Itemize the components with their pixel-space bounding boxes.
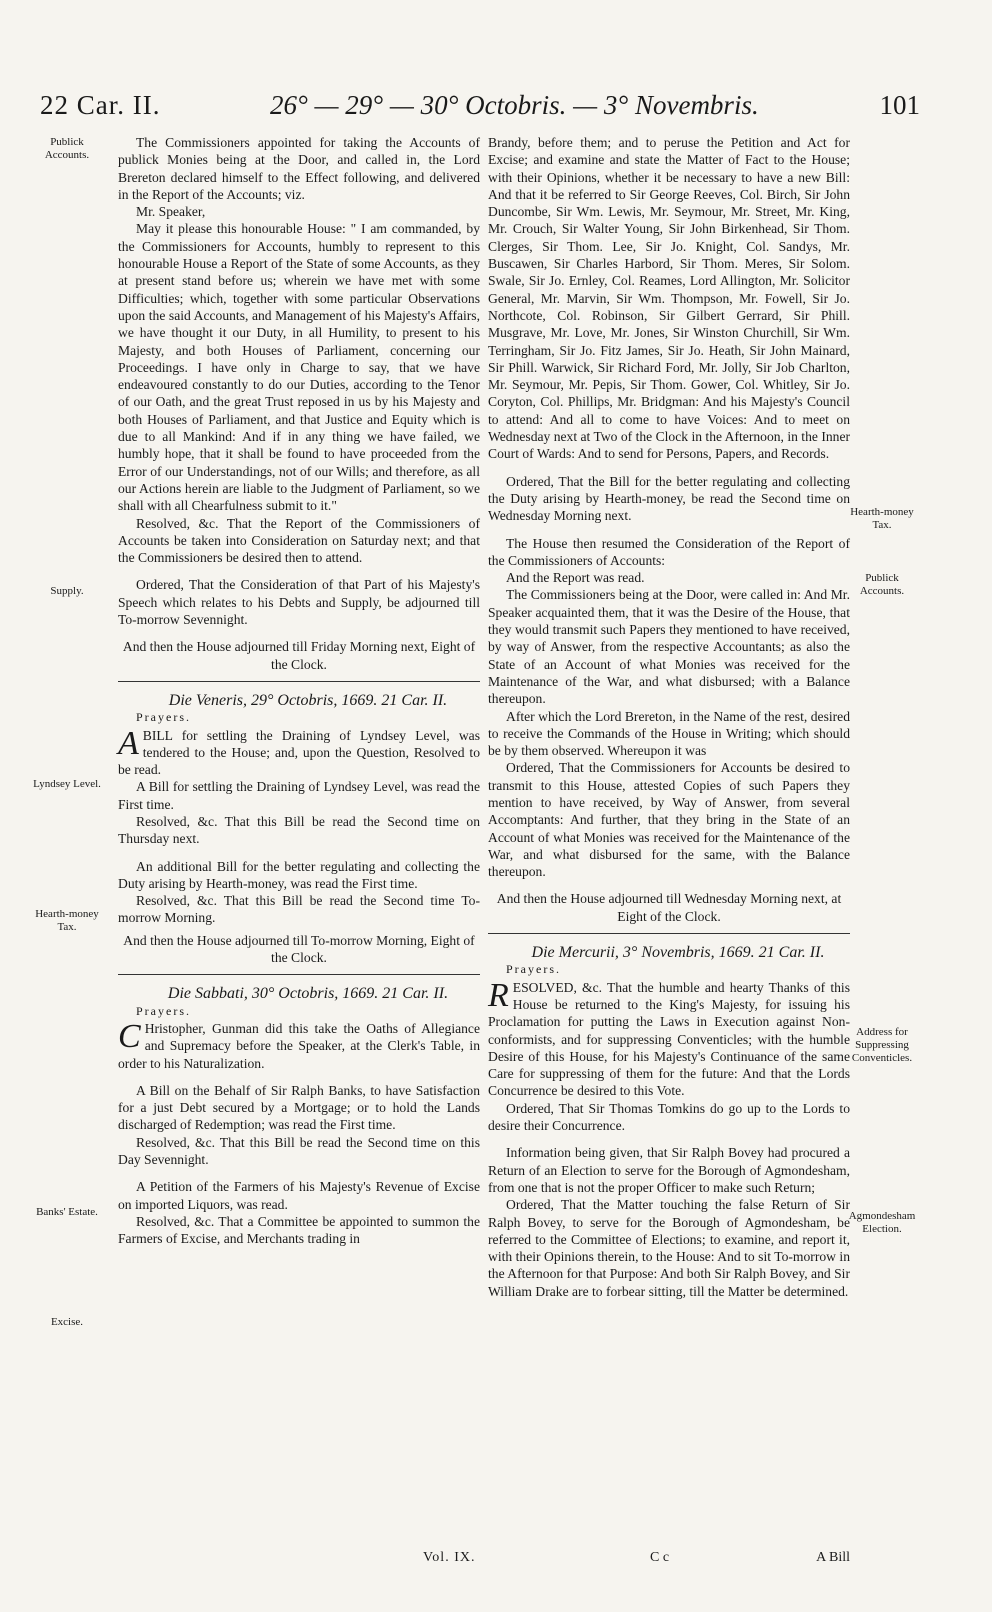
day-title: Die Sabbati, 30° Octobris, 1669. 21 Car. II. xyxy=(167,985,449,1003)
prayers-heading: Prayers. xyxy=(506,962,561,977)
drop-cap: R xyxy=(488,976,509,1014)
paragraph: A Petition of the Farmers of his Majesty's Revenue of Excise on imported Liquors, was read. xyxy=(118,1179,480,1212)
paragraph: Resolved, &c. That this Bill be read the Second time on this Day Sevennight. xyxy=(118,1134,480,1168)
margin-note: Supply. xyxy=(50,585,84,597)
paragraph: The Commissioners appointed for taking the Accounts of publick Monies being at the Door, and called in, the Lord Brereton declared himself to the Effect following, and delivered in the Report of the Accounts; viz. xyxy=(118,135,480,202)
section-rule xyxy=(118,974,480,975)
day-title: Die Veneris, 29° Octobris, 1669. 21 Car. II. xyxy=(168,691,448,709)
margin-note: Agmondesham Election. xyxy=(848,1210,916,1235)
day-title: Die Mercurii, 3° Novembris, 1669. 21 Car. II. xyxy=(531,944,825,962)
margin-note: Hearth-money Tax. xyxy=(850,506,914,531)
paragraph: The Commissioners being at the Door, were called in: And Mr. Speaker acquainted them, that it was the Desire of the House, that they would transmit such Papers they mentioned to have received, by way of Answer, from the respective Accountants; as also the State of an Account of what Monies was received for the Maintenance of the War, and what disbursed; with a Balance thereupon. xyxy=(488,587,850,707)
paragraph: Resolved, &c. That this Bill be read the Second time on Thursday next. xyxy=(118,813,480,847)
page-number: 101 xyxy=(879,90,920,120)
paragraph: Information being given, that Sir Ralph Bovey had procured a Return of an Election to serve for the Borough of Agmondesham, from one that is not the proper Officer to make such Return; xyxy=(488,1145,850,1195)
margin-note: Address for Suppressing Conventicles. xyxy=(851,1026,913,1064)
paragraph: Resolved, &c. That this Bill be read the Second time To-morrow Morning. xyxy=(118,893,480,926)
prayers-heading: Prayers. xyxy=(136,1003,191,1018)
adjournment: And then the House adjourned till Wednesday Morning next, at Eight of the Clock. xyxy=(496,891,842,924)
drop-cap: C xyxy=(118,1017,141,1055)
paragraph: After which the Lord Brereton, in the Name of the rest, desired to receive the Commands of the House in Writing; which should be by them observed. Whereupon it was xyxy=(488,708,850,759)
volume-label: Vol. IX. xyxy=(423,1550,476,1565)
section-rule xyxy=(488,933,850,934)
header-dates: 26° — 29° — 30° Octobris. — 3° Novembris. xyxy=(270,90,759,120)
paragraph: Resolved, &c. That a Committee be appointed to summon the Farmers of Excise, and Merchants trading in xyxy=(118,1213,480,1247)
margin-note: Publick Accounts. xyxy=(44,136,90,161)
margin-note: Excise. xyxy=(50,1316,84,1328)
paragraph: ABILL for settling the Draining of Lyndsey Level, was tendered to the House; and, upon the Question, Resolved to be read. xyxy=(118,724,480,778)
paragraph: Mr. Speaker, xyxy=(136,204,206,220)
adjournment: And then the House adjourned till To-morrow Morning, Eight of the Clock. xyxy=(123,932,475,966)
paragraph: Ordered, That the Commissioners for Accounts be desired to transmit to this House, attested Copies of such Papers they mention to have received, by Way of Answer, from several Accomptants: And further, that they bring in the State of an Account of what Monies was received for the Maintenance of the War, and what disbursed for the same, with the Balance thereupon. xyxy=(488,760,850,880)
paragraph: And the Report was read. xyxy=(506,570,645,586)
paragraph: Brandy, before them; and to peruse the Petition and Act for Excise; and examine and state the Matter of Fact to the House; with their Opinions, whether it be necessary to have a new Bill: And that it be referred to Sir George Reeves, Col. Birch, Sir John Duncombe, Sir Wm. Lewis, Mr. Seymour, Mr. Street, Mr. King, Mr. Crouch, Sir Walter Young, Sir John Birkenhead, Sir Thom. Clerges, Sir Thom. Lee, Sir Jo. Knight, Col. Sandys, Mr. Buscawen, Sir Charles Harbord, Sir Thom. Meres, Sir Solom. Swale, Sir Jo. Ernley, Col. Reames, Lord Allington, Mr. Solicitor General, Mr. Marvin, Sir Wm. Thompson, Mr. Fowell, Sir Jo. Northcote, Col. Robinson, Sir Gilbert Gerrard, Sir Phill. Musgrave, Mr. Love, Mr. Jones, Sir Winston Churchill, Sir Wm. Terringham, Sir Jo. Fitz James, Sir Jo. Heath, Sir John Mainard, Sir Phill. Warwick, Sir Richard Ford, Mr. Jolly, Sir Job Charlton, Mr. Seymour, Mr. Pepis, Sir Thom. Gower, Col. Whitley, Sir Jo. Coryton, Col. Phillips, Mr. Bridgman: And his Majesty's Council to attend: And all to come to have Voices: And to meet on Wednesday next at Two of the Clock in the Afternoon, in the Inner Court of Wards: And to send for Persons, Papers, and Records. xyxy=(488,135,850,462)
margin-note: Banks' Estate. xyxy=(36,1206,98,1218)
margin-note: Hearth-money Tax. xyxy=(35,908,99,933)
paragraph: The House then resumed the Consideration of the Report of the Commissioners of Accounts: xyxy=(488,535,850,568)
paragraph: Ordered, That Sir Thomas Tomkins do go up to the Lords to desire their Concurrence. xyxy=(488,1100,850,1134)
margin-note: Publick Accounts. xyxy=(859,572,905,597)
paragraph: Ordered, That the Consideration of that Part of his Majesty's Speech which relates to his Debts and Supply, be adjourned till To-morrow Sevennight. xyxy=(118,577,480,628)
margin-note: Lyndsey Level. xyxy=(33,778,101,790)
running-header xyxy=(40,90,920,124)
signature-mark: C c xyxy=(650,1550,670,1565)
paragraph: C Hristopher, Gunman did this take the Oaths of Allegiance and Supremacy before the Speaker, at the Clerk's Table, in order to his Naturalization. xyxy=(118,1017,480,1071)
adjournment: And then the House adjourned till Friday Morning next, Eight of the Clock. xyxy=(122,639,476,672)
section-rule xyxy=(118,681,480,682)
paragraph: Ordered, That the Matter touching the false Return of Sir Ralph Bovey, to serve for the Borough of Agmondesham, be referred to the Committee of Elections; to examine, and report it, with their Opinions therein, to the House: And to sit To-morrow in the Afternoon for that Purpose: And both Sir Ralph Bovey, and Sir William Drake are to forbear sitting, till the Matter be determined. xyxy=(488,1197,850,1299)
drop-cap: A xyxy=(118,724,139,762)
catchword: A Bill xyxy=(816,1550,850,1565)
prayers-heading: Prayers. xyxy=(136,710,191,725)
paragraph: RESOLVED, &c. That the humble and hearty Thanks of this House be returned to the King's Majesty, for issuing his Proclamation for putting the Laws in Execution against Non-conformists, and for suppressing Conventicles; with the humble Desire of this House, for his Majesty's Continuance of the same Care for suppressing of them for the future: And that the Lords Concurrence be desired to this Vote. xyxy=(488,976,850,1099)
paragraph: A Bill for settling the Draining of Lyndsey Level, was read the First time. xyxy=(118,779,480,812)
left-column xyxy=(118,134,480,1248)
paragraph: Ordered, That the Bill for the better regulating and collecting the Duty arising by Hearth-money, be read the Second time on Wednesday Morning next. xyxy=(488,473,850,524)
paragraph: A Bill on the Behalf of Sir Ralph Banks, to have Satisfaction for a just Debt secured by a Mortgage; or to hold the Lands discharged of Redemption; was read the First time. xyxy=(118,1082,480,1133)
header-regnal-year: 22 Car. II. xyxy=(40,90,161,120)
paragraph: An additional Bill for the better regulating and collecting the Duty arising by Hearth-money, was read the First time. xyxy=(118,858,480,891)
paragraph: May it please this honourable House: " I am commanded, by the Commissioners for Accounts, humbly to represent to this honourable House a Report of the State of some Accounts, as they at present stand before us; wherein we have met with some Difficulties; which, together with some particular Observations upon the said Accounts, and Management of his Majesty's Affairs, we have thought it our Duty, in all Humility, to present to his Majesty, and both Houses of Parliament, concerning our Proceedings. I have only in Charge to say, that we have endeavoured constantly to do our Duties, according to the Tenor of our Oath, and the great Trust reposed in us by his Majesty and both Houses of Parliament, and that Justice and Equity which is due to all Mankind: And if in any thing we have failed, we humbly hope, that it shall be found to have proceeded from the Error of our Understandings, not of our Wills; and therefore, as all our Actions herein are liable to the Judgment of Parliament, so we shall with all Chearfulness submit to it." xyxy=(118,221,480,514)
right-column xyxy=(488,134,850,1300)
paragraph: Resolved, &c. That the Report of the Commissioners of Accounts be taken into Consideration on Saturday next; and that the Commissioners be desired then to attend. xyxy=(118,515,480,566)
